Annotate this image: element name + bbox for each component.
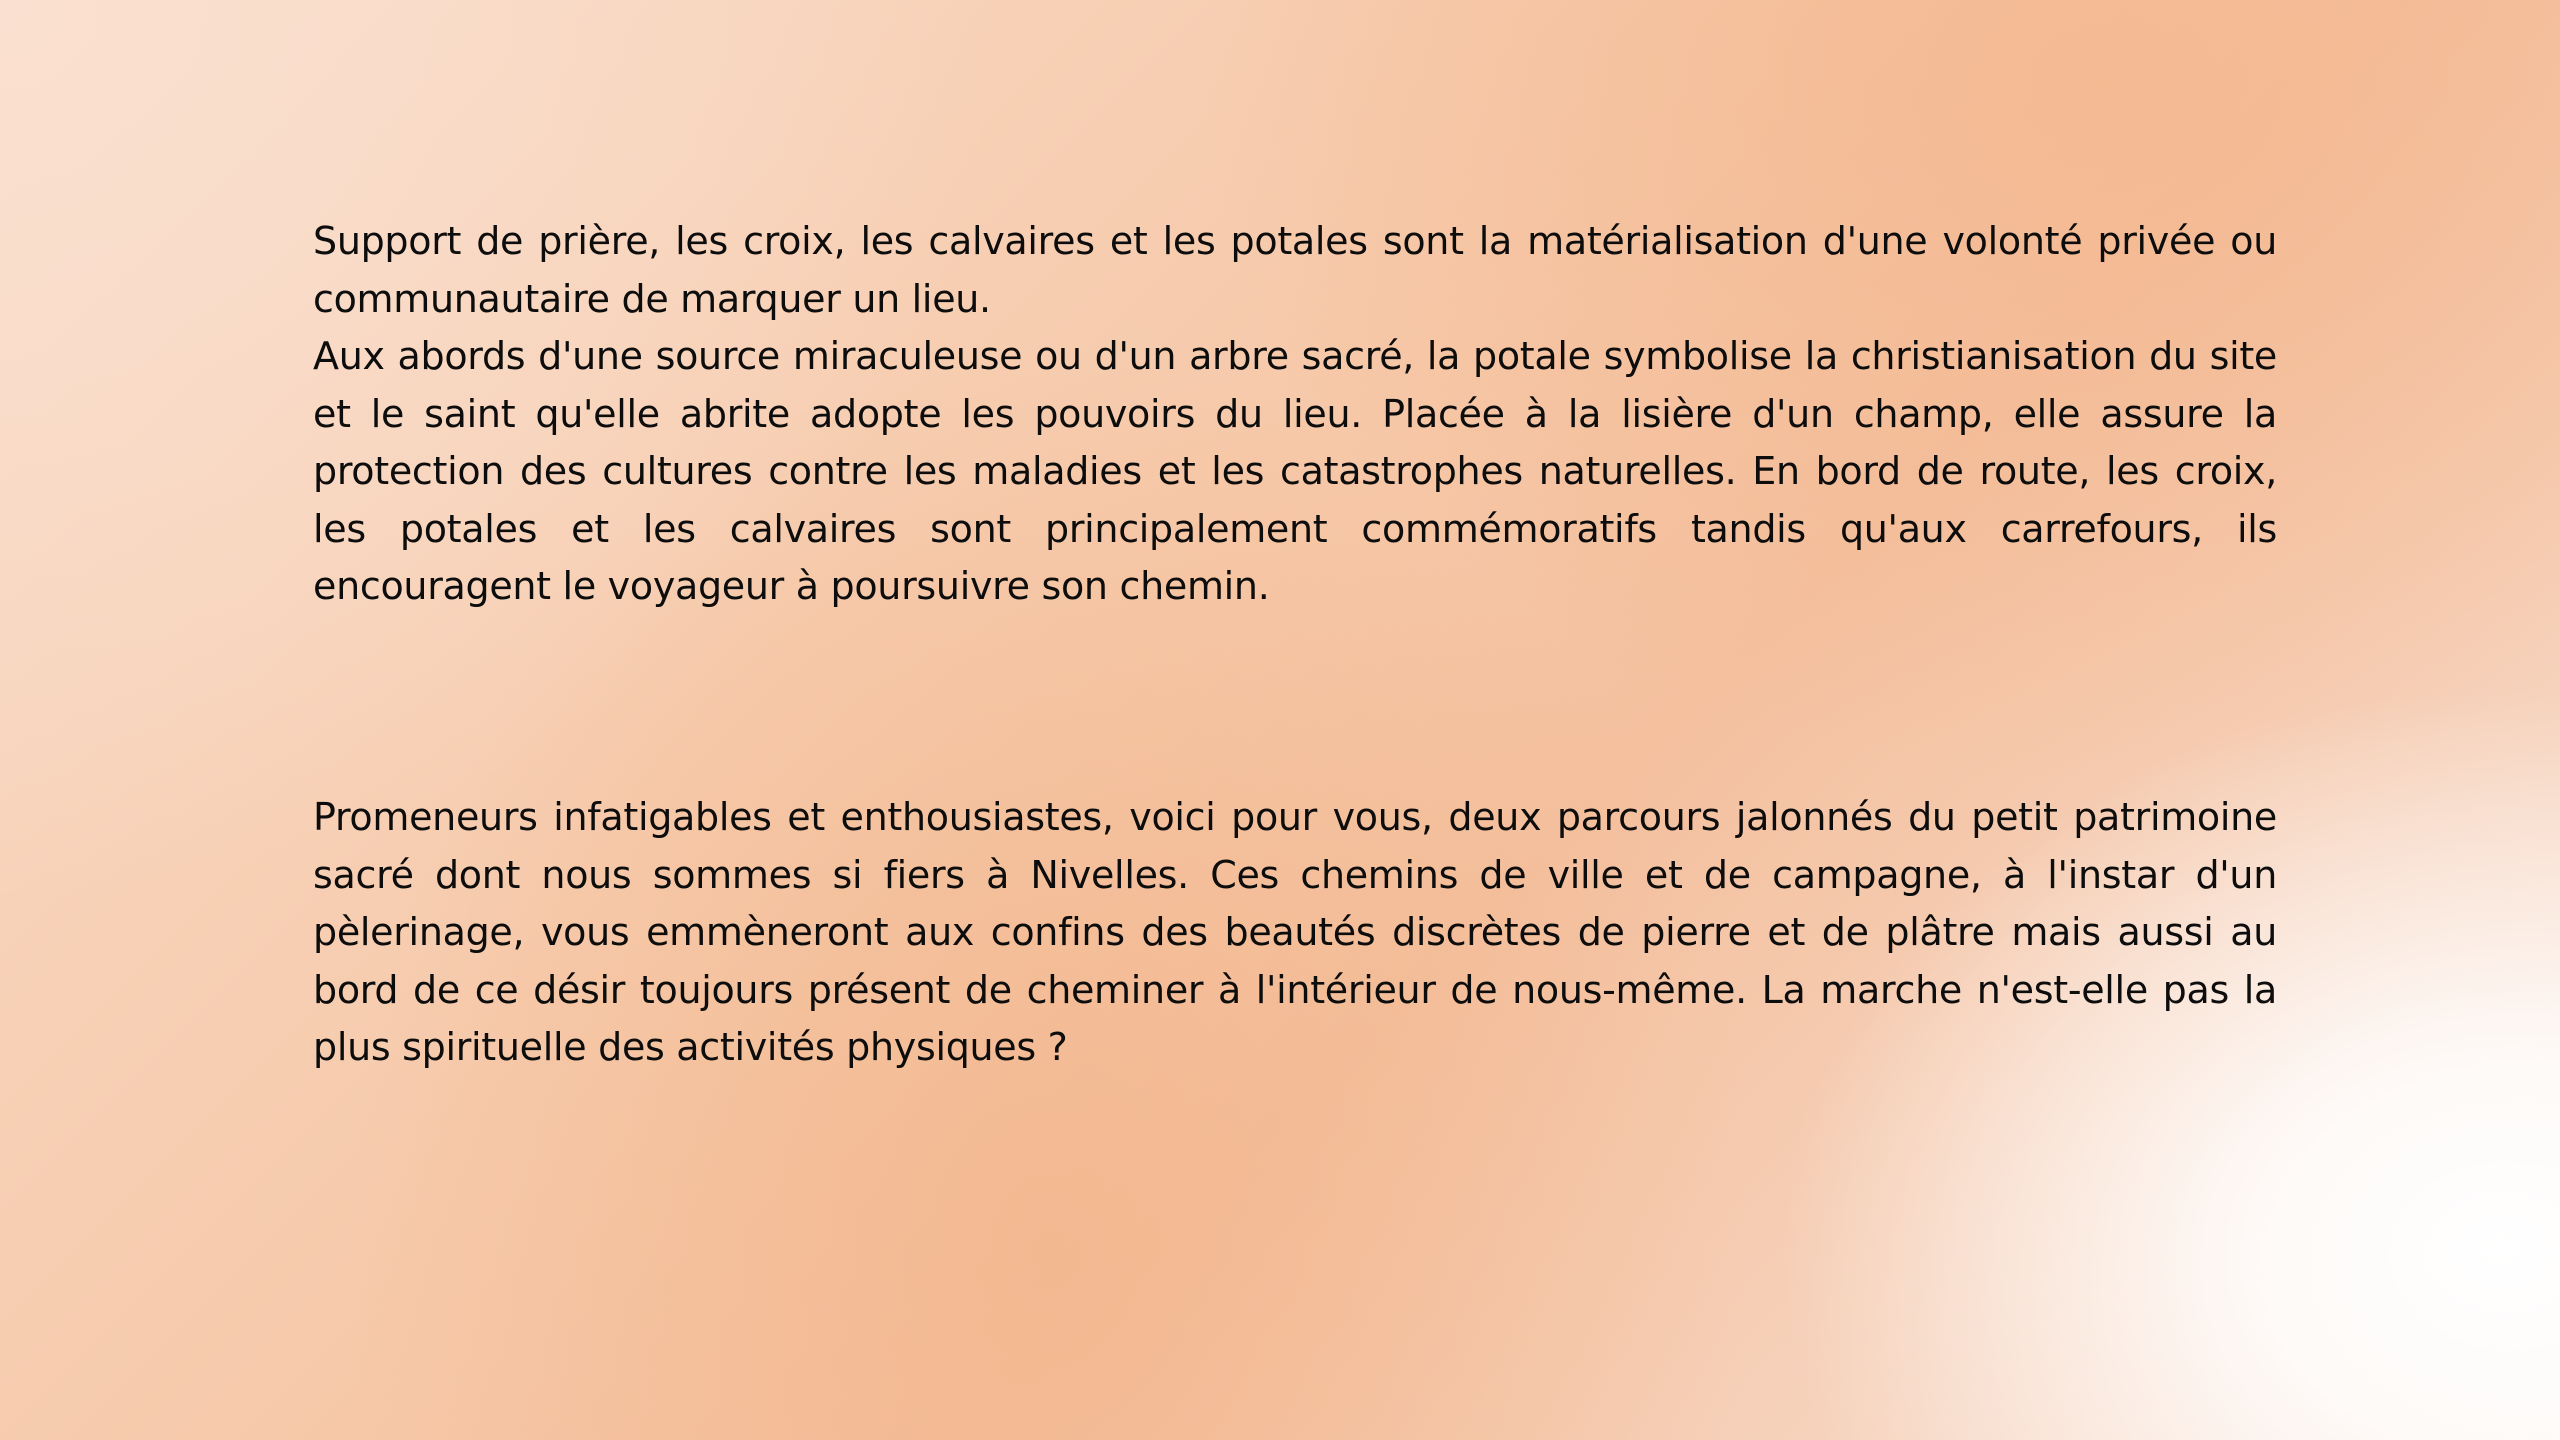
paragraph-walking-routes: Promeneurs infatigables et enthousiastes, voici pour vous, deux parcours jalonnés du petit patrimoine sacré dont nous sommes si fiers à Nivelles. Ces chemins de ville et de campagne, à l'instar d'un pèlerinage, vous emmèneront aux confins des beautés discrètes de pierre et de plâtre mais aussi au bord de ce désir toujours présent de cheminer à l'intérieur de nous-même. La marche n'est-elle pas la plus spirituelle des activités physiques ? — [313, 795, 2277, 1069]
paragraph-intro: Support de prière, les croix, les calvaires et les potales sont la matérialisation d'une volonté privée ou communautaire de marquer un lieu. — [313, 219, 2277, 321]
paragraph-potale-meaning: Aux abords d'une source miraculeuse ou d'un arbre sacré, la potale symbolise la christianisation du site et le saint qu'elle abrite adopte les pouvoirs du lieu. Placée à la lisière d'un champ, elle assure la protection des cultures contre les maladies et les catastrophes naturelles. En bord de route, les croix, les potales et les calvaires sont principalement commémoratifs tandis qu'aux carrefours, ils encouragent le voyageur à poursuivre son chemin. — [313, 334, 2277, 608]
text-block-prayer-supports — [313, 213, 2277, 616]
text-block-walkers — [313, 789, 2277, 1077]
